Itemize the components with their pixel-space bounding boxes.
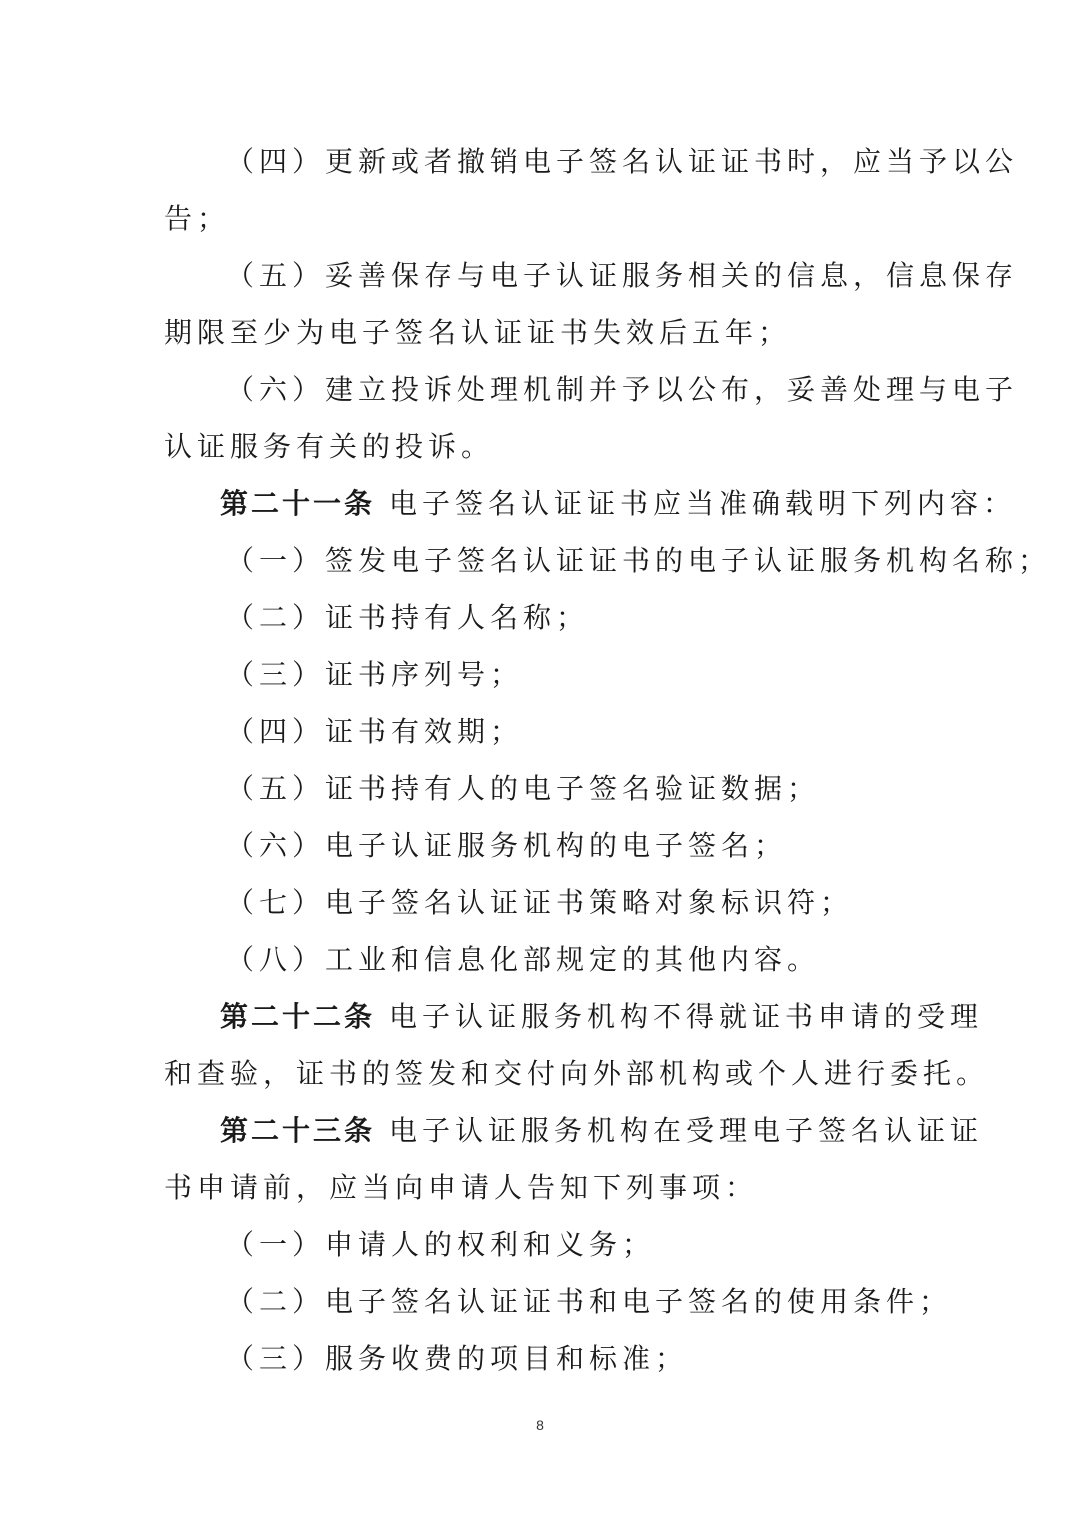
list-item: （七）电子签名认证证书策略对象标识符；	[226, 886, 854, 919]
paragraph-line: 告；	[164, 202, 231, 235]
list-item: （八）工业和信息化部规定的其他内容。	[226, 943, 821, 976]
paragraph-line: 书申请前，应当向申请人告知下列事项：	[164, 1171, 759, 1204]
list-item: （六）电子认证服务机构的电子签名；	[226, 829, 788, 862]
list-item: （二）证书持有人名称；	[226, 601, 590, 634]
paragraph-line: （六）建立投诉处理机制并予以公布，妥善处理与电子	[226, 373, 1019, 406]
article-heading: 第二十三条	[220, 1114, 376, 1147]
paragraph-line: 认证服务有关的投诉。	[164, 430, 495, 463]
list-item: （二）电子签名认证证书和电子签名的使用条件；	[226, 1285, 953, 1318]
paragraph-line: 和查验，证书的签发和交付向外部机构或个人进行委托。	[164, 1057, 990, 1090]
article-21	[220, 484, 1016, 524]
article-heading: 第二十二条	[220, 1000, 376, 1033]
article-text: 电子签名认证证书应当准确载明下列内容：	[389, 487, 1017, 520]
list-item: （一）申请人的权利和义务；	[226, 1228, 656, 1261]
article-heading: 第二十一条	[220, 487, 376, 520]
article-22	[220, 997, 983, 1037]
article-23	[220, 1111, 983, 1151]
list-item: （三）服务收费的项目和标准；	[226, 1342, 689, 1375]
list-item: （四）证书有效期；	[226, 715, 524, 748]
paragraph-line: 期限至少为电子签名认证证书失效后五年；	[164, 316, 792, 349]
list-item: （五）证书持有人的电子签名验证数据；	[226, 772, 821, 805]
list-item: （一）签发电子签名认证证书的电子认证服务机构名称；	[226, 544, 1052, 577]
paragraph-line: （五）妥善保存与电子认证服务相关的信息，信息保存	[226, 259, 1019, 292]
article-text: 电子认证服务机构在受理电子签名认证证	[389, 1114, 984, 1147]
paragraph-line: （四）更新或者撤销电子签名认证证书时，应当予以公	[226, 145, 1019, 178]
article-text: 电子认证服务机构不得就证书申请的受理	[389, 1000, 984, 1033]
page-number: 8	[536, 1417, 544, 1433]
list-item: （三）证书序列号；	[226, 658, 524, 691]
